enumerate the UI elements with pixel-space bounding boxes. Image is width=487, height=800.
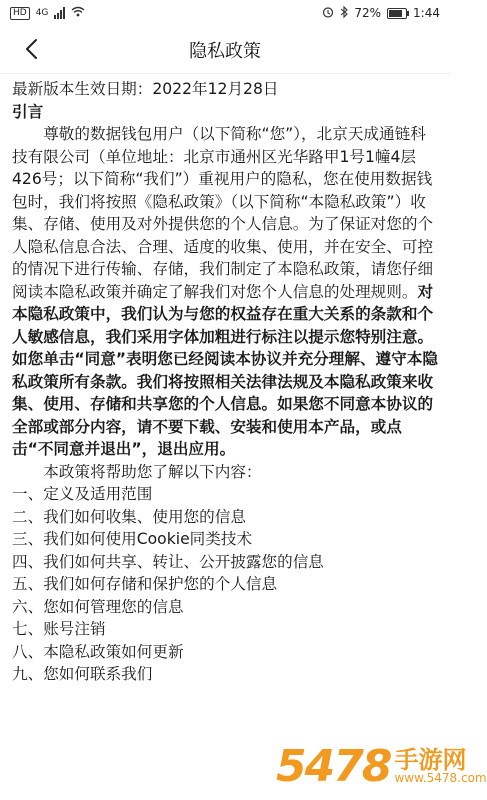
toc-item: 一、定义及适用范围: [12, 485, 153, 503]
watermark-logo-number: 5478: [276, 740, 391, 792]
bluetooth-icon: [340, 6, 348, 21]
toc-item: 八、本隐私政策如何更新: [12, 642, 184, 661]
toc-item: 三、我们如何使用Cookie同类技术: [12, 530, 253, 548]
hd-badge: HD: [10, 7, 30, 20]
toc-list: [12, 483, 438, 686]
privacy-policy-content[interactable]: [0, 78, 450, 800]
toc-item: 六、您如何管理您的信息: [12, 597, 184, 616]
alarm-icon: [322, 6, 334, 21]
effective-date: 最新版本生效日期：2022年12月28日: [12, 80, 279, 98]
toc-item: 二、我们如何收集、使用您的信息: [12, 507, 246, 526]
chevron-left-icon: [24, 38, 38, 60]
toc-item: 五、我们如何存储和保护您的个人信息: [12, 575, 278, 593]
toc-intro: 本政策将帮助您了解以下内容：: [43, 462, 262, 481]
battery-percent: 72%: [354, 6, 382, 20]
intro-paragraph: [12, 123, 438, 461]
wifi-icon: [71, 6, 85, 20]
status-left: [10, 6, 85, 20]
status-right: [322, 6, 440, 21]
toc-item: 九、您如何联系我们: [12, 665, 153, 683]
battery-fill: [389, 10, 402, 17]
back-button[interactable]: [14, 32, 48, 66]
clock: 1:44: [413, 6, 440, 20]
status-bar: [0, 0, 450, 26]
page-title: 隐私政策: [189, 40, 261, 62]
watermark-name: 手游网: [394, 746, 467, 774]
watermark-url: www.5478.com: [394, 771, 487, 785]
intro-bold-text: 对本隐私政策中，我们认为与您的权益存在重大关系的条款和个人敏感信息，我们采用字体加粗进行标注以提示您特别注意。如您单击“同意”表明您已经阅读本协议并充分理解、遵守本隐私政策所有条款。我们将按照相关法律法规及本隐私政策来收集、使用、存储和共享您的个人信息。如果您不同意本协议的全部或部分内容，请不要下载、安装和使用本产品，或点击“不同意并退出”，退出应用。: [12, 282, 438, 458]
intro-heading: 引言: [12, 102, 44, 121]
battery-icon: [387, 8, 407, 19]
toc-item: 七、账号注销: [12, 620, 106, 638]
intro-text: 尊敬的数据钱包用户（以下简称“您”），北京天成通链科技有限公司（单位地址：北京市通州区光华路甲1号1幢4层426号；以下简称“我们”）重视用户的隐私，您在使用数据钱包时，我们将按照《隐私政策》（以下简称“本隐私政策”）收集、存储、使用及对外提供您的个人信息。为了保证对您的个人隐私信息合法、合理、适度的收集、使用，并在安全、可控的情况下进行传输、存储，我们制定了本隐私政策，请您仔细阅读本隐私政策并确定了解我们对您个人信息的处理规则。: [12, 125, 434, 301]
app-header: [0, 26, 450, 74]
network-label: 4G: [35, 8, 49, 18]
toc-item: 四、我们如何共享、转让、公开披露您的信息: [12, 552, 324, 571]
signal-icon: [54, 7, 65, 19]
